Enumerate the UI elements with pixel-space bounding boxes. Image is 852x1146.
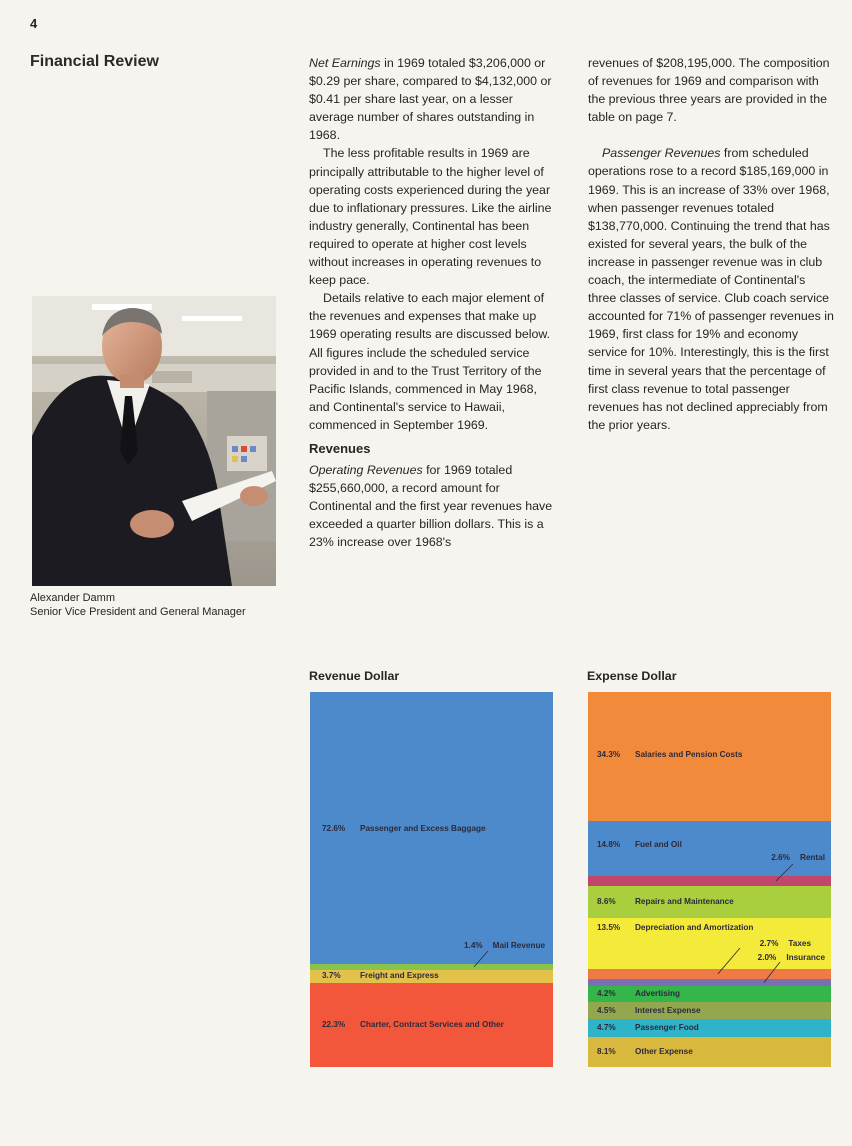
passenger-revenues-lead: Passenger Revenues — [602, 146, 721, 161]
net-earnings-lead: Net Earnings — [309, 56, 381, 70]
operating-revenues-continued: revenues of $208,195,000. The composition of revenues for 1969 and comparison with the previous three years are provided in the table on page 7. — [588, 56, 830, 125]
caption-name: Alexander Damm — [30, 592, 115, 604]
operating-revenues-text-a: for 1969 totaled $255,660,000, a record amount for Continental and the first year revenues have exceeded a quarter billion dollars. This is a 23% increase over 1968's — [309, 463, 553, 550]
chart-label-text: Passenger and Excess Baggage — [360, 824, 486, 833]
chart-leader-line — [310, 692, 553, 1067]
chart-label — [597, 1006, 701, 1015]
chart-label-percent: 1.4% — [464, 941, 483, 950]
chart-label-percent: 22.3% — [322, 1020, 346, 1030]
chart-label — [597, 1023, 699, 1032]
expense-chart-title: Expense Dollar — [587, 669, 677, 683]
chart-label — [322, 971, 439, 980]
chart-label-percent: 2.0% — [757, 953, 777, 962]
revenues-heading: Revenues — [309, 440, 371, 456]
chart-label-percent: 4.2% — [597, 989, 616, 999]
chart-label-percent: 8.1% — [597, 1046, 616, 1056]
chart-label-percent: 72.6% — [322, 824, 346, 833]
operating-revenues-paragraph — [309, 461, 559, 551]
chart-label — [597, 1047, 693, 1056]
net-earnings-paragraph — [309, 54, 559, 144]
chart-label-text: Charter, Contract Services and Other — [360, 1020, 504, 1030]
text-column-2 — [588, 54, 834, 434]
chart-label-text: Taxes — [788, 939, 811, 948]
operating-revenues-lead: Operating Revenues — [309, 463, 423, 478]
chart-label-text: Rental — [799, 853, 825, 862]
chart-label-percent: 34.3% — [597, 750, 621, 759]
photo-caption — [30, 592, 246, 619]
net-earnings-text: in 1969 totaled $3,206,000 or $0.29 per share, compared to $4,132,000 or $0.41 per share last year, on a lesser average number of shares outstanding in 1968. — [309, 56, 552, 143]
expense-dollar-chart — [588, 692, 831, 1067]
chart-label-text: Interest Expense — [635, 1005, 701, 1015]
chart-label-text: Mail Revenue — [492, 941, 545, 950]
passenger-revenues-text: from scheduled operations rose to a record $185,169,000 in 1969. This is an increase of 33% over 1968, when passenger revenues totaled $138,770,000. Continuing the trend that has existed for several years, the bulk of the increase in passenger revenue was in club coach, the intermediate of Continental's three classes of service. Club coach service accounted for 71% of passenger revenues in 1969, first class for 19% and economy service for 10%. Interestingly, this is the first time in several years that the percentage of first class revenue to total passenger revenues has not declined appreciably from the prior years. — [588, 146, 834, 432]
chart-label-percent: 2.6% — [771, 853, 790, 862]
passenger-revenues-paragraph — [588, 144, 834, 434]
chart-label-text: Repairs and Maintenance — [635, 897, 734, 906]
chart-label-percent: 2.7% — [759, 939, 779, 948]
paragraph-2: The less profitable results in 1969 are principally attributable to the higher level of operating costs experienced during the year due to inflationary pressures. Like the airline industry generally, Continental has been required to operate at higher cost levels without increases in operating revenues to keep pace. — [309, 146, 552, 288]
chart-label — [597, 989, 680, 998]
chart-label-text: Depreciation and Amortization — [635, 923, 754, 932]
chart-label-percent: 13.5% — [597, 923, 621, 932]
revenue-chart-title: Revenue Dollar — [309, 669, 400, 683]
caption-title: Senior Vice President and General Manager — [30, 605, 246, 618]
executive-photo — [32, 296, 276, 586]
chart-label-percent: 14.8% — [597, 840, 621, 849]
chart-label-percent: 3.7% — [322, 971, 341, 981]
chart-label-percent: 4.7% — [597, 1022, 616, 1032]
chart-label-percent: 8.6% — [597, 897, 616, 906]
chart-label-text: Passenger Food — [635, 1022, 699, 1032]
chart-label-text: Fuel and Oil — [635, 840, 682, 849]
paragraph-3: Details relative to each major element of the revenues and expenses that make up 1969 operating results are discussed below. All figures include the scheduled service provided in and to the Trust Territory of the Pacific Islands, commenced in May 1968, and Continental's service to Hawaii, commenced in September 1969. — [309, 291, 551, 432]
chart-label-text: Insurance — [786, 953, 825, 962]
chart-label-text: Freight and Express — [360, 971, 439, 981]
page-number: 4 — [30, 16, 38, 31]
chart-label-text: Other Expense — [635, 1046, 693, 1056]
section-title: Financial Review — [30, 53, 159, 70]
chart-label-text: Salaries and Pension Costs — [635, 750, 743, 759]
chart-label-percent: 4.5% — [597, 1005, 616, 1015]
chart-label — [322, 1020, 504, 1029]
chart-label-text: Advertising — [635, 989, 681, 999]
text-column-1 — [309, 54, 559, 552]
revenue-dollar-chart — [310, 692, 553, 1067]
